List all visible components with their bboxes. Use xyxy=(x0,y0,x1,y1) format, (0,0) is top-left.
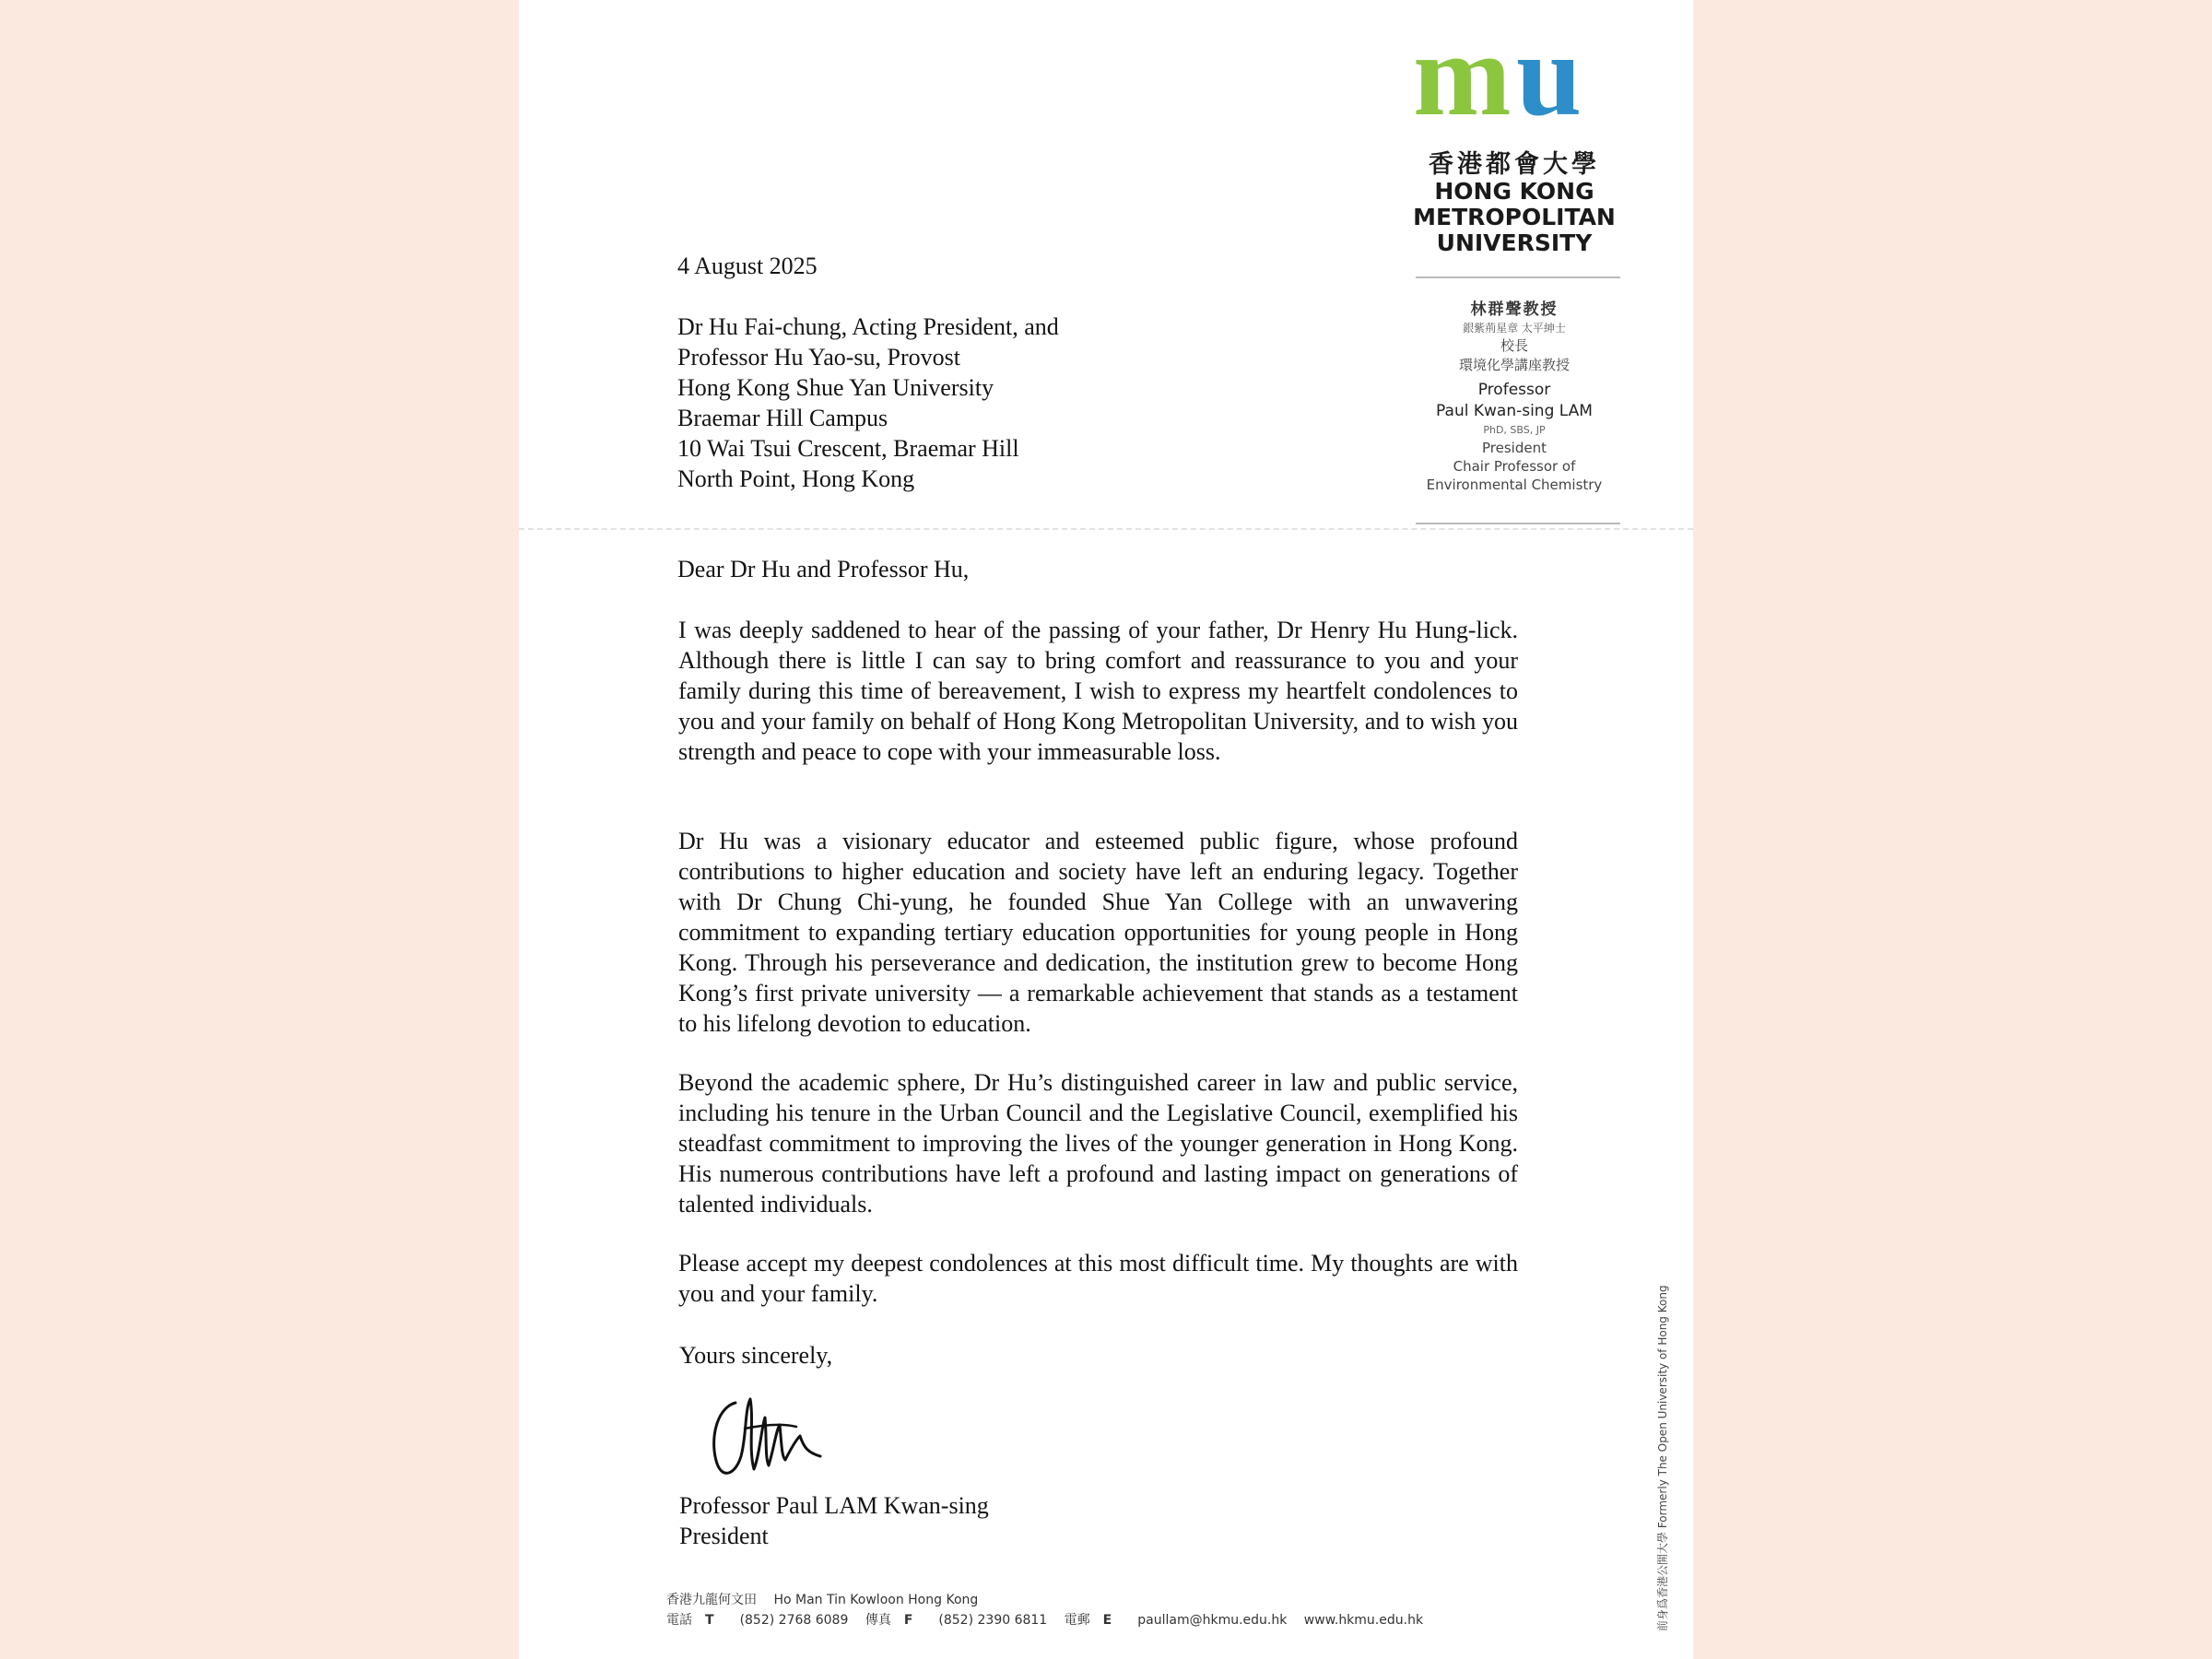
address-line: Professor Hu Yao-su, Provost xyxy=(677,344,960,371)
footer-address-en: Ho Man Tin Kowloon Hong Kong xyxy=(773,1593,979,1607)
body-paragraph: I was deeply saddened to hear of the passing of your father, Dr Henry Hu Hung-lick. Although there is little I can say to bring comfort and reassurance to you and your family during this time of bereavement, I wish to express my heartfelt condolences to you and your family on behalf of Hong Kong Metropolitan University, and to wish you strength and peace to cope with your immeasurable loss. xyxy=(678,617,1518,765)
signer-name: Professor Paul LAM Kwan-sing xyxy=(679,1492,989,1519)
recipient-address xyxy=(677,312,1059,494)
university-name-en xyxy=(1388,179,1641,256)
officer-honours-en: PhD, SBS, JP xyxy=(1483,424,1546,436)
letter-date: 4 August 2025 xyxy=(677,253,818,279)
body-paragraph: Beyond the academic sphere, Dr Hu’s distinguished career in law and public service, including his tenure in the Urban Council and the Legislative Council, exemplified his steadfast commitment to improving the lives of the younger generation in Hong Kong. His numerous contributions have left a profound and lasting impact on generations of talented individuals. xyxy=(678,1069,1518,1218)
signature-icon xyxy=(708,1392,828,1484)
officer-chair-cn: 環境化學講座教授 xyxy=(1458,357,1570,373)
university-name-line: METROPOLITAN xyxy=(1413,204,1616,230)
body-paragraph: Please accept my deepest condolences at this most difficult time. My thoughts are with you and your family. xyxy=(678,1250,1518,1307)
footer-address-line xyxy=(666,1590,1436,1610)
letter-page xyxy=(519,0,1693,1659)
hkmu-logo-icon xyxy=(1413,33,1618,125)
officer-title-en: Professor xyxy=(1477,381,1551,399)
officer-chair-en: Environmental Chemistry xyxy=(1426,477,1603,493)
letterhead-footer xyxy=(666,1590,1436,1630)
website: www.hkmu.edu.hk xyxy=(1303,1613,1424,1628)
tel-label-cn: 電話 xyxy=(666,1613,692,1628)
former-name-note: 前身爲香港公開大學 Formerly The Open University of Hong Kong xyxy=(1656,1285,1669,1631)
officer-block xyxy=(1388,299,1641,494)
logo-letter-u: u xyxy=(1516,33,1583,125)
email-label-cn: 電郵 xyxy=(1064,1613,1090,1628)
letterhead-divider xyxy=(1416,276,1620,278)
officer-title-cn: 校長 xyxy=(1500,337,1528,354)
footer-address-cn: 香港九龍何文田 xyxy=(666,1593,757,1607)
officer-name-en: Paul Kwan-sing LAM xyxy=(1436,402,1593,420)
officer-chair-en: Chair Professor of xyxy=(1453,458,1576,475)
university-name-cn: 香港都會大學 xyxy=(1429,150,1600,179)
email-address: paullam@hkmu.edu.hk xyxy=(1137,1613,1288,1628)
address-line: North Point, Hong Kong xyxy=(677,465,915,492)
body-paragraph: Dr Hu was a visionary educator and esteemed public figure, whose profound contributions to higher education and society have left an enduring legacy. Together with Dr Chung Chi-yung, he founded Shue Yan College with an unwavering commitment to expanding tertiary education opportunities for young people in Hong Kong. Through his perseverance and dedication, the institution grew to become Hong Kong’s first private university — a remarkable achievement that stands as a testament to his lifelong devotion to education. xyxy=(678,828,1518,1037)
tel-number: (852) 2768 6089 xyxy=(739,1613,849,1628)
fax-label: F xyxy=(903,1613,913,1628)
address-line: 10 Wai Tsui Crescent, Braemar Hill xyxy=(677,435,1019,462)
email-label: E xyxy=(1102,1613,1112,1628)
officer-name-cn: 林群聲教授 xyxy=(1470,300,1559,319)
logo-letter-m: m xyxy=(1413,33,1506,125)
officer-honours-cn: 銀紫荊星章 太平紳士 xyxy=(1463,322,1566,335)
address-line: Dr Hu Fai-chung, Acting President, and xyxy=(677,313,1059,340)
tel-label: T xyxy=(705,1613,714,1628)
university-name-line: HONG KONG xyxy=(1434,178,1594,205)
fax-number: (852) 2390 6811 xyxy=(938,1613,1048,1628)
signer-block xyxy=(679,1490,989,1551)
closing: Yours sincerely, xyxy=(679,1342,833,1369)
officer-role-en: President xyxy=(1482,440,1547,456)
footer-contact-line xyxy=(666,1610,1436,1630)
address-line: Braemar Hill Campus xyxy=(677,405,888,431)
signer-title: President xyxy=(679,1523,769,1549)
address-line: Hong Kong Shue Yan University xyxy=(677,374,994,401)
letterhead-divider xyxy=(1416,523,1620,524)
university-name-line: UNIVERSITY xyxy=(1436,229,1593,256)
salutation: Dear Dr Hu and Professor Hu, xyxy=(677,556,970,582)
fold-line xyxy=(519,528,1693,530)
fax-label-cn: 傳真 xyxy=(865,1613,891,1628)
